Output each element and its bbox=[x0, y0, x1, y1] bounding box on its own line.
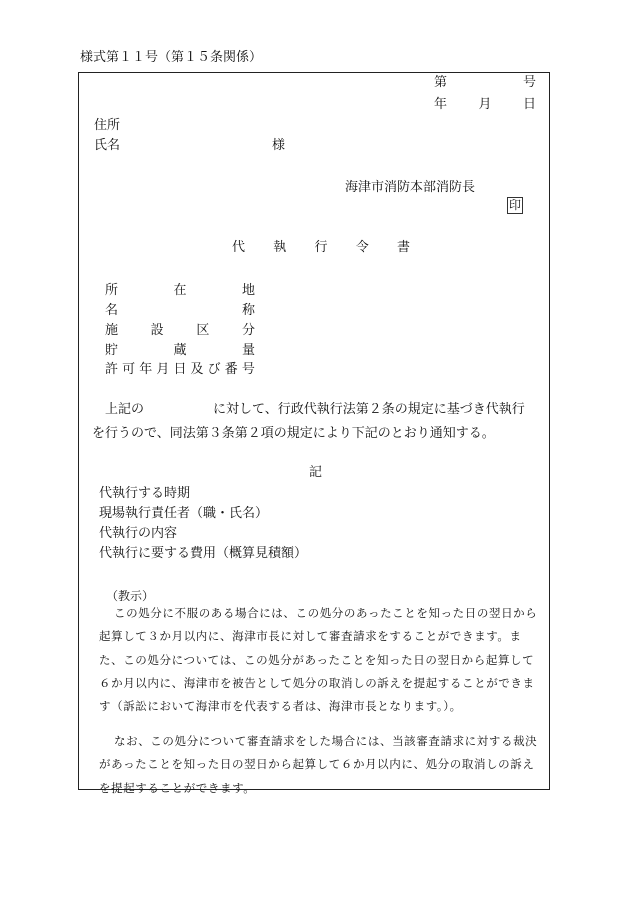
honorific: 様 bbox=[272, 138, 286, 153]
body-line1-start: 上記の bbox=[105, 402, 145, 417]
form-number: 様式第１１号（第１５条関係） bbox=[80, 50, 263, 65]
field-char: 蔵 bbox=[173, 343, 187, 358]
official-seal-mark: 印 bbox=[508, 198, 521, 212]
field-permit-date-number bbox=[105, 362, 255, 378]
number-prefix: 第 bbox=[434, 75, 448, 90]
notice-paragraph-1: この処分に不服のある場合には、この処分のあったことを知った日の翌日から起算して３か月以内に、海津市長に対して審査請求をすることができます。また、この処分については、この処分があったことを知った日の翌日から起算して６か月以内に、海津市を被告として処分の取消しの訴えを提起することができます（訴訟において海津市を代表する者は、海津市長となります。）。 bbox=[99, 606, 538, 714]
document-title bbox=[232, 240, 410, 256]
title-char: 代 bbox=[232, 240, 246, 255]
field-char: 分 bbox=[241, 323, 255, 338]
field-char: 所 bbox=[105, 283, 119, 298]
field-char: び bbox=[207, 362, 221, 377]
name-label: 氏名 bbox=[94, 138, 121, 153]
field-name bbox=[105, 303, 255, 319]
field-char: 日 bbox=[173, 362, 187, 377]
field-char: 量 bbox=[241, 343, 255, 358]
body-line2: を行うので、同法第３条第２項の規定により下記のとおり通知する。 bbox=[92, 426, 495, 441]
field-location bbox=[105, 283, 255, 299]
field-char: 許 bbox=[105, 362, 119, 377]
date-day: 日 bbox=[522, 97, 536, 112]
title-char: 書 bbox=[396, 240, 410, 255]
field-char: 称 bbox=[241, 303, 255, 318]
document-date-label bbox=[434, 97, 536, 113]
field-char: 番 bbox=[224, 362, 238, 377]
field-char: 名 bbox=[105, 303, 119, 318]
notice-paragraph-2: なお、この処分について審査請求をした場合には、当該審査請求に対する裁決があったことを知った日の翌日から起算して６か月以内に、処分の取消しの訴えを提起することができます。 bbox=[99, 734, 538, 795]
title-char: 令 bbox=[355, 240, 369, 255]
field-char: 区 bbox=[196, 323, 210, 338]
title-char: 行 bbox=[314, 240, 328, 255]
date-year: 年 bbox=[434, 97, 448, 112]
item-cost: 代執行に要する費用（概算見積額） bbox=[99, 546, 308, 561]
document-number-label bbox=[434, 75, 536, 91]
field-facility-category bbox=[105, 323, 255, 339]
note-heading: 記 bbox=[309, 465, 323, 480]
field-char: 及 bbox=[190, 362, 204, 377]
field-char: 施 bbox=[105, 323, 119, 338]
field-char: 号 bbox=[241, 362, 255, 377]
field-char: 地 bbox=[241, 283, 255, 298]
item-timing: 代執行する時期 bbox=[99, 486, 191, 501]
number-suffix: 号 bbox=[522, 75, 536, 90]
field-char: 年 bbox=[139, 362, 153, 377]
field-storage-amount bbox=[105, 343, 255, 359]
body-line1-end: に対して、行政代執行法第２条の規定に基づき代執行 bbox=[213, 402, 525, 417]
title-char: 執 bbox=[273, 240, 287, 255]
issuer-title: 海津市消防本部消防長 bbox=[345, 180, 476, 195]
date-month: 月 bbox=[478, 97, 492, 112]
address-label: 住所 bbox=[94, 118, 121, 133]
item-responsible-person: 現場執行責任者（職・氏名） bbox=[99, 506, 269, 521]
item-content: 代執行の内容 bbox=[99, 526, 178, 541]
field-char: 在 bbox=[173, 283, 187, 298]
field-char: 可 bbox=[122, 362, 136, 377]
field-char: 貯 bbox=[105, 343, 119, 358]
notice-heading: （教示） bbox=[106, 589, 155, 603]
field-char: 月 bbox=[156, 362, 170, 377]
field-char: 設 bbox=[150, 323, 164, 338]
